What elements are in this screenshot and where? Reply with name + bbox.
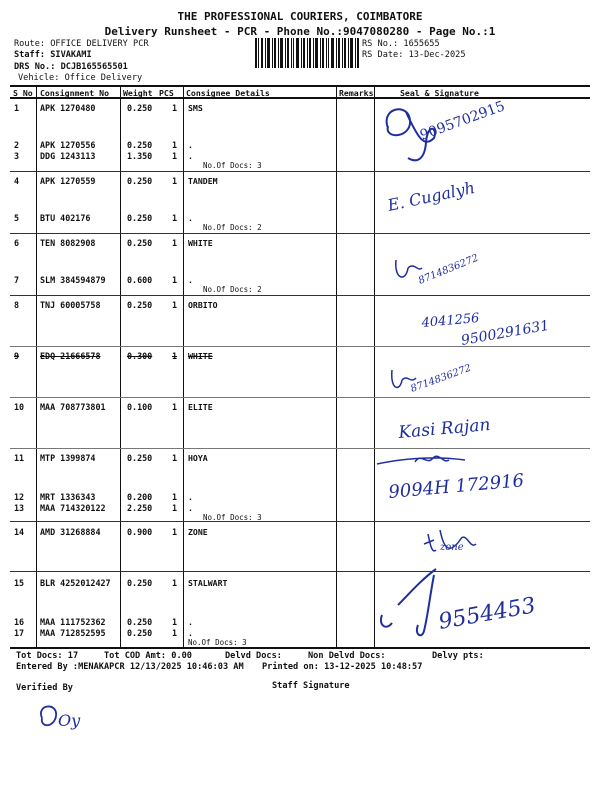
signature-6 (395, 408, 535, 448)
row-weight: 0.250 (127, 453, 153, 463)
row-consignment: DDG 1243113 (40, 151, 96, 161)
row-consignment: AMD 31268884 (40, 527, 101, 537)
row-weight: 0.200 (127, 492, 153, 502)
signature-9 (378, 565, 578, 647)
staff-value: SIVAKAMI (50, 50, 92, 60)
signature-text: E. Cugalyh (385, 177, 477, 215)
signature-7 (375, 450, 565, 510)
row-consignment: TNJ 60005758 (40, 300, 101, 310)
row-consignee: WHITE (188, 238, 213, 248)
row-consignee: . (188, 140, 193, 150)
row-sno: 4 (14, 176, 20, 186)
row-sno: 16 (14, 617, 25, 627)
row-pcs: 1 (172, 151, 178, 161)
tot-cod-label: Tot COD Amt: (104, 651, 167, 661)
barcode-icon (255, 38, 359, 68)
delvy-pts-label: Delvy pts: (432, 651, 484, 661)
row-weight: 0.250 (127, 140, 153, 150)
row-sno: 15 (14, 578, 25, 588)
row-pcs: 1 (172, 628, 178, 638)
route-label: Route: (14, 39, 46, 49)
tot-docs-value: 17 (67, 651, 79, 661)
signature-text: 9554453 (436, 593, 538, 635)
row-consignment: MAA 708773801 (40, 402, 106, 412)
row-consignee: ELITE (188, 402, 213, 412)
company-title: THE PROFESSIONAL COURIERS, COIMBATORE (177, 10, 423, 23)
tot-docs-label: Tot Docs: (16, 651, 63, 661)
row-consignee: . (188, 617, 193, 627)
row-consignment: BTU 402176 (40, 213, 91, 223)
entered-by: Entered By :MENAKAPCR 12/13/2025 10:46:03 AM (16, 662, 244, 672)
group-divider (10, 233, 590, 234)
row-pcs: 1 (172, 617, 178, 627)
staff-signature: Staff Signature (272, 681, 350, 691)
row-consignee: STALWART (188, 578, 228, 588)
table-bottom-border (10, 647, 590, 649)
row-consignee: ZONE (188, 527, 208, 537)
signature-text: 9094H 172916 (387, 470, 525, 503)
signature-2 (385, 175, 505, 225)
delvd-docs-label: Delvd Docs: (225, 651, 282, 661)
row-consignment: EDQ 21666578 (40, 351, 101, 361)
docs-note: No.Of Docs: 3 (188, 638, 247, 647)
row-consignment: BLR 4252012427 (40, 578, 111, 588)
row-weight: 0.250 (127, 628, 153, 638)
signature-text: 9095702915 (417, 98, 508, 144)
row-weight: 0.250 (127, 300, 153, 310)
col-remarks: Remarks (339, 88, 374, 98)
row-divider (10, 448, 590, 449)
row-sno: 8 (14, 300, 20, 310)
row-sno: 5 (14, 213, 20, 223)
row-consignee: HOYA (188, 453, 208, 463)
table-top-border (10, 85, 590, 87)
signature-4 (418, 303, 558, 351)
staff-line (14, 50, 92, 60)
row-consignment: MTP 1399874 (40, 453, 96, 463)
row-consignment: APK 1270556 (40, 140, 96, 150)
row-weight: 0.250 (127, 213, 153, 223)
row-pcs: 1 (172, 238, 178, 248)
row-sno: 13 (14, 503, 25, 513)
row-consignment: SLM 384594879 (40, 275, 106, 285)
signature-5 (388, 362, 488, 400)
row-consignment: MRT 1336343 (40, 492, 96, 502)
col-pcs: PCS (159, 88, 174, 98)
docs-note: No.Of Docs: 2 (203, 223, 262, 232)
signature-text: 8714836272 (409, 362, 473, 395)
row-sno: 12 (14, 492, 25, 502)
col-weight: Weight (123, 88, 153, 98)
row-consignee: WHITE (188, 351, 213, 361)
row-pcs: 1 (172, 213, 178, 223)
tot-cod (104, 651, 192, 661)
row-consignment: APK 1270480 (40, 103, 96, 113)
col-consignment: Consignment No (40, 88, 110, 98)
row-pcs: 1 (172, 492, 178, 502)
drs-label: DRS No.: (14, 62, 56, 72)
row-weight: 0.300 (127, 351, 153, 361)
row-pcs: 1 (172, 275, 178, 285)
tot-cod-value: 0.00 (171, 651, 192, 661)
row-pcs: 1 (172, 578, 178, 588)
rs-no-value: 1655655 (403, 39, 440, 49)
row-weight: 0.900 (127, 527, 153, 537)
row-consignment: MAA 111752362 (40, 617, 106, 627)
row-weight: 0.100 (127, 402, 153, 412)
row-sno: 11 (14, 453, 25, 463)
signature-8 (420, 520, 500, 560)
row-consignment: TEN 8082908 (40, 238, 96, 248)
printed-on: Printed on: 13-12-2025 10:48:57 (262, 662, 423, 672)
row-pcs: 1 (172, 402, 178, 412)
col-sno: S No (13, 88, 33, 98)
row-sno: 3 (14, 151, 20, 161)
row-pcs: 1 (172, 453, 178, 463)
group-divider (10, 295, 590, 296)
signature-1 (378, 98, 508, 168)
row-weight: 2.250 (127, 503, 153, 513)
group-divider (10, 521, 590, 522)
signature-text: 9500291631 (459, 317, 551, 349)
totals-line (16, 651, 78, 661)
row-weight: 1.350 (127, 151, 153, 161)
row-consignee: . (188, 628, 193, 638)
staff-label: Staff: (14, 50, 46, 60)
signature-text: Kasi Rajan (397, 415, 492, 443)
row-sno: 17 (14, 628, 25, 638)
row-pcs: 1 (172, 176, 178, 186)
row-weight: 0.600 (127, 275, 153, 285)
row-sno: 6 (14, 238, 20, 248)
row-sno: 7 (14, 275, 20, 285)
runsheet-subtitle: Delivery Runsheet - PCR - Phone No.:9047080280 - Page No.:1 (104, 25, 496, 38)
signature-text: 4041256 (421, 310, 481, 331)
row-sno: 9 (14, 351, 20, 361)
row-pcs: 1 (172, 351, 178, 361)
row-pcs: 1 (172, 140, 178, 150)
vehicle-label: Vehicle: (18, 73, 60, 83)
route-value: OFFICE DELIVERY PCR (50, 39, 149, 49)
rs-date-line (362, 50, 466, 60)
row-sno: 2 (14, 140, 20, 150)
row-consignee: SMS (188, 103, 203, 113)
docs-note: No.Of Docs: 2 (203, 285, 262, 294)
drs-value: DCJB165565501 (60, 62, 128, 72)
drs-line (14, 62, 128, 72)
rs-no-line (362, 39, 440, 49)
group-divider (10, 171, 590, 172)
docs-note: No.Of Docs: 3 (203, 513, 262, 522)
row-sno: 10 (14, 402, 25, 412)
row-consignment: MAA 714320122 (40, 503, 106, 513)
row-consignee: ORBITO (188, 300, 218, 310)
row-pcs: 1 (172, 103, 178, 113)
row-weight: 0.250 (127, 578, 153, 588)
signature-text: Oy (58, 711, 81, 730)
row-consignment: MAA 712852595 (40, 628, 106, 638)
row-consignee: . (188, 492, 193, 502)
verified-by: Verified By (16, 683, 73, 693)
row-sno: 14 (14, 527, 25, 537)
row-consignee: TANDEM (188, 176, 218, 186)
vehicle-line (18, 73, 142, 83)
row-pcs: 1 (172, 503, 178, 513)
signature-text: zone (440, 542, 464, 553)
row-weight: 0.250 (127, 617, 153, 627)
row-consignee: . (188, 151, 193, 161)
docs-note: No.Of Docs: 3 (203, 161, 262, 170)
col-seal-signature: Seal & Signature (400, 88, 479, 98)
non-delvd-docs-label: Non Delvd Docs: (308, 651, 386, 661)
row-consignee: . (188, 275, 193, 285)
verified-signature (36, 698, 106, 738)
signature-3 (392, 250, 492, 295)
row-pcs: 1 (172, 527, 178, 537)
row-consignee: . (188, 503, 193, 513)
row-consignee: . (188, 213, 193, 223)
rs-date-value: 13-Dec-2025 (408, 50, 466, 60)
row-sno: 1 (14, 103, 20, 113)
row-weight: 0.250 (127, 103, 153, 113)
vehicle-value: Office Delivery (64, 73, 143, 83)
rs-no-label: RS No.: (362, 39, 399, 49)
row-consignment: APK 1270559 (40, 176, 96, 186)
rs-date-label: RS Date: (362, 50, 404, 60)
row-pcs: 1 (172, 300, 178, 310)
row-weight: 0.250 (127, 176, 153, 186)
signature-text: 8714836272 (417, 252, 481, 287)
row-divider (10, 397, 590, 398)
col-consignee: Consignee Details (186, 88, 270, 98)
row-weight: 0.250 (127, 238, 153, 248)
route-line (14, 39, 149, 49)
